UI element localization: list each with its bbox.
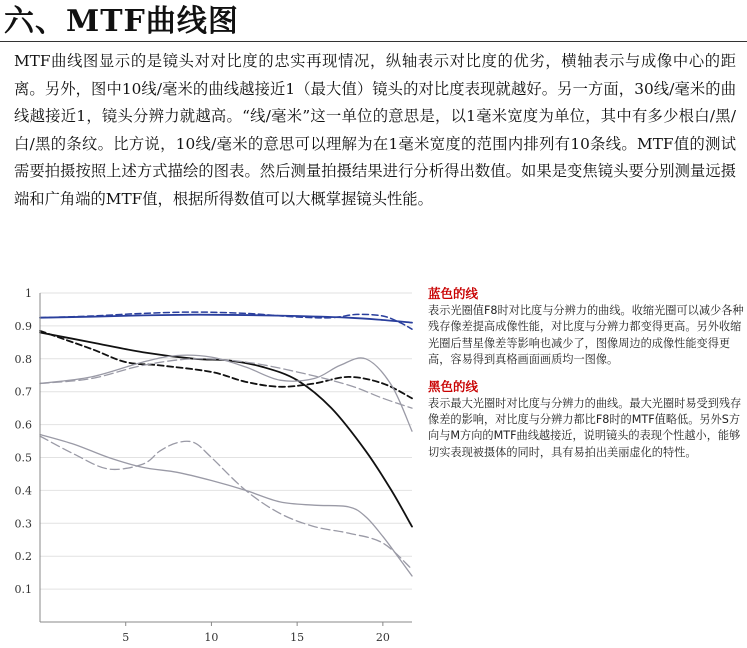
x-tick-label: 15 <box>290 631 305 644</box>
y-tick-label: 1 <box>25 287 32 300</box>
chart-legend <box>428 286 744 471</box>
y-tick-label: 0.9 <box>14 319 32 333</box>
x-tick-label: 5 <box>122 631 130 644</box>
x-tick-label: 20 <box>375 631 390 644</box>
page-title: 六、MTF曲线图 <box>4 4 239 39</box>
intro-paragraph: MTF曲线图显示的是镜头对对比度的忠实再现情况，纵轴表示对比度的优劣，横轴表示与成像中心的距离。另外，图中10线/毫米的曲线越接近1（最大值）镜头的对比度表现就越好。另一方面，30线/毫米的曲线越接近1，镜头分辨力就越高。“线/毫米”这一单位的意思是，以1毫米宽度为单位，其中有多少根白/黑/白/黑的条纹。比方说，10线/毫米的意思可以理解为在1毫米宽度的范围内排列有10条线。MTF值的测试需要拍摄按照上述方式描绘的图表。然后测量拍摄结果进行分析得出数值。如果是变焦镜头要分别测量远摄端和广角端的MTF值，根据所得数值可以大概掌握镜头性能。 <box>14 52 736 208</box>
y-tick-label: 0.5 <box>14 451 32 465</box>
x-tick-label: 10 <box>204 631 219 644</box>
y-tick-label: 0.6 <box>14 418 32 432</box>
title-divider <box>0 41 747 42</box>
series-line-gray-dashed-5 <box>40 359 412 408</box>
series-line-gray-solid-6 <box>40 434 412 575</box>
mtf-chart <box>0 282 420 648</box>
legend-blue-text: 表示光圈值F8时对比度与分辨力的曲线。收缩光圈可以减少各种残存像差提高成像性能，对比度与分辨力都变得更高。另外收缩光圈后彗星像差等影响也减少了，图像周边的成像性能变得更高，容易得到真格画面画质均一图像。 <box>428 304 744 367</box>
series-line-gray-dashed-7 <box>40 436 412 569</box>
y-tick-label: 0.4 <box>14 484 32 498</box>
legend-black-title: 黑色的线 <box>428 378 479 394</box>
series-line-black-dashed-3 <box>40 331 412 398</box>
y-tick-label: 0.7 <box>14 385 32 399</box>
legend-blue-title: 蓝色的线 <box>428 286 479 301</box>
chart-grid <box>40 293 412 589</box>
y-tick-label: 0.3 <box>14 517 32 531</box>
y-tick-label: 0.1 <box>14 583 32 597</box>
y-tick-label: 0.8 <box>14 352 32 366</box>
legend-black-text: 表示最大光圈时对比度与分辨力的曲线。最大光圈时易受到残存像差的影响，对比度与分辨力都比F8时的MTF值略低。另外S方向与M方向的MTF曲线越接近，说明镜头的表现个性越小，能够切实表现被摄体的同时，具有易拍出美丽虚化的特性。 <box>428 396 742 459</box>
series-line-gray-solid-4 <box>40 355 412 431</box>
chart-lines <box>40 312 412 576</box>
y-tick-label: 0.2 <box>14 550 32 564</box>
chart-ticks <box>15 287 390 644</box>
series-line-black-solid-2 <box>40 332 412 526</box>
series-line-blue-solid-0 <box>40 315 412 323</box>
